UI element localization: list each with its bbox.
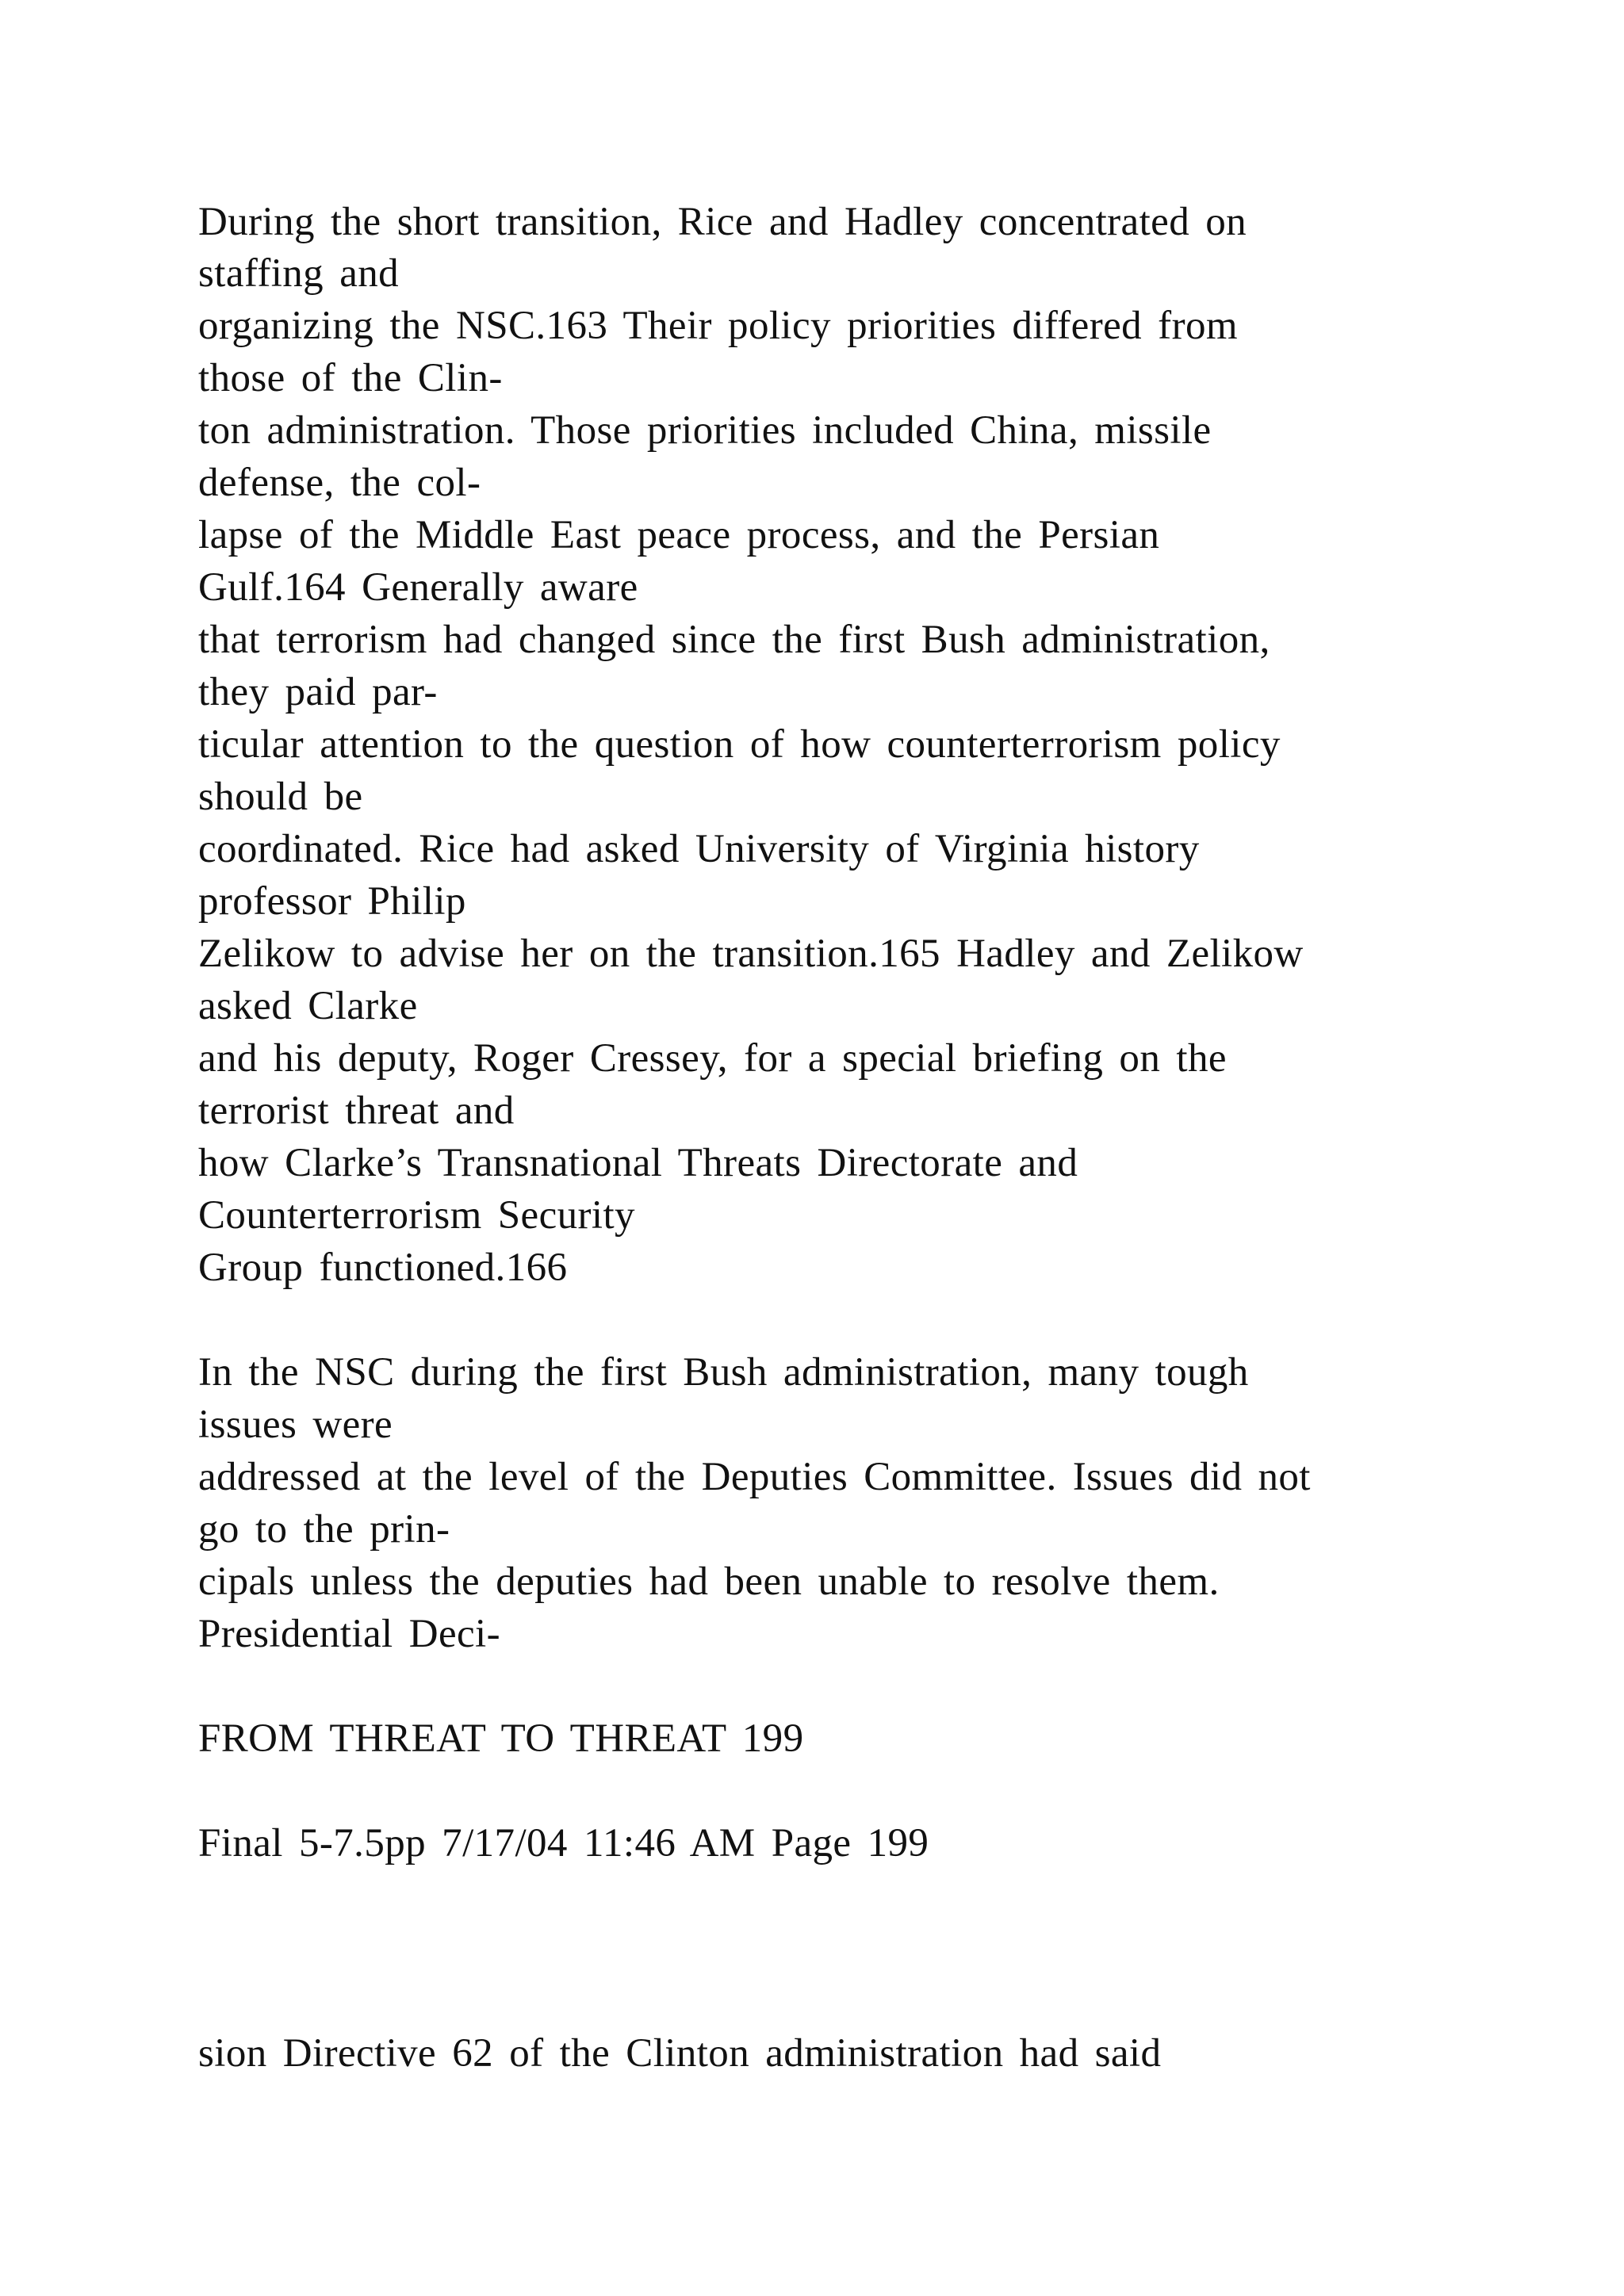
text-line: During the short transition, Rice and Hadley concentrated on — [198, 200, 1247, 244]
text-line: they paid par- — [198, 670, 438, 714]
continuation-line: sion Directive 62 of the Clinton administration had said — [198, 2031, 1162, 2076]
text-line: professor Philip — [198, 879, 466, 924]
text-line: ton administration. Those priorities included China, missile — [198, 408, 1212, 453]
text-line: that terrorism had changed since the first Bush administration, — [198, 618, 1270, 662]
text-line: how Clarke’s Transnational Threats Directorate and — [198, 1141, 1078, 1185]
text-line: Presidential Deci- — [198, 1612, 500, 1656]
text-line: terrorist threat and — [198, 1089, 515, 1133]
text-line: defense, the col- — [198, 461, 481, 505]
text-line: Counterterrorism Security — [198, 1193, 635, 1238]
text-line: should be — [198, 775, 363, 819]
print-slug: Final 5-7.5pp 7/17/04 11:46 AM Page 199 — [198, 1821, 929, 1866]
text-line: staffing and — [198, 251, 400, 296]
text-line: Gulf.164 Generally aware — [198, 565, 638, 610]
text-line: coordinated. Rice had asked University of Virginia history — [198, 827, 1200, 871]
text-line: ticular attention to the question of how counterterrorism policy — [198, 722, 1281, 767]
running-footer: FROM THREAT TO THREAT 199 — [198, 1716, 804, 1761]
text-line: and his deputy, Roger Cressey, for a special briefing on the — [198, 1036, 1227, 1081]
text-line: issues were — [198, 1402, 393, 1447]
text-line: go to the prin- — [198, 1507, 450, 1552]
text-line: Zelikow to advise her on the transition.165 Hadley and Zelikow — [198, 932, 1304, 976]
text-line: addressed at the level of the Deputies Committee. Issues did not — [198, 1455, 1311, 1499]
text-line: asked Clarke — [198, 984, 418, 1028]
text-line: lapse of the Middle East peace process, and the Persian — [198, 513, 1160, 557]
text-line: those of the Clin- — [198, 356, 503, 400]
text-line: organizing the NSC.163 Their policy priorities differed from — [198, 304, 1238, 348]
text-line: Group functioned.166 — [198, 1246, 568, 1290]
text-line: In the NSC during the first Bush administration, many tough — [198, 1350, 1249, 1395]
text-line: cipals unless the deputies had been unable to resolve them. — [198, 1559, 1220, 1604]
